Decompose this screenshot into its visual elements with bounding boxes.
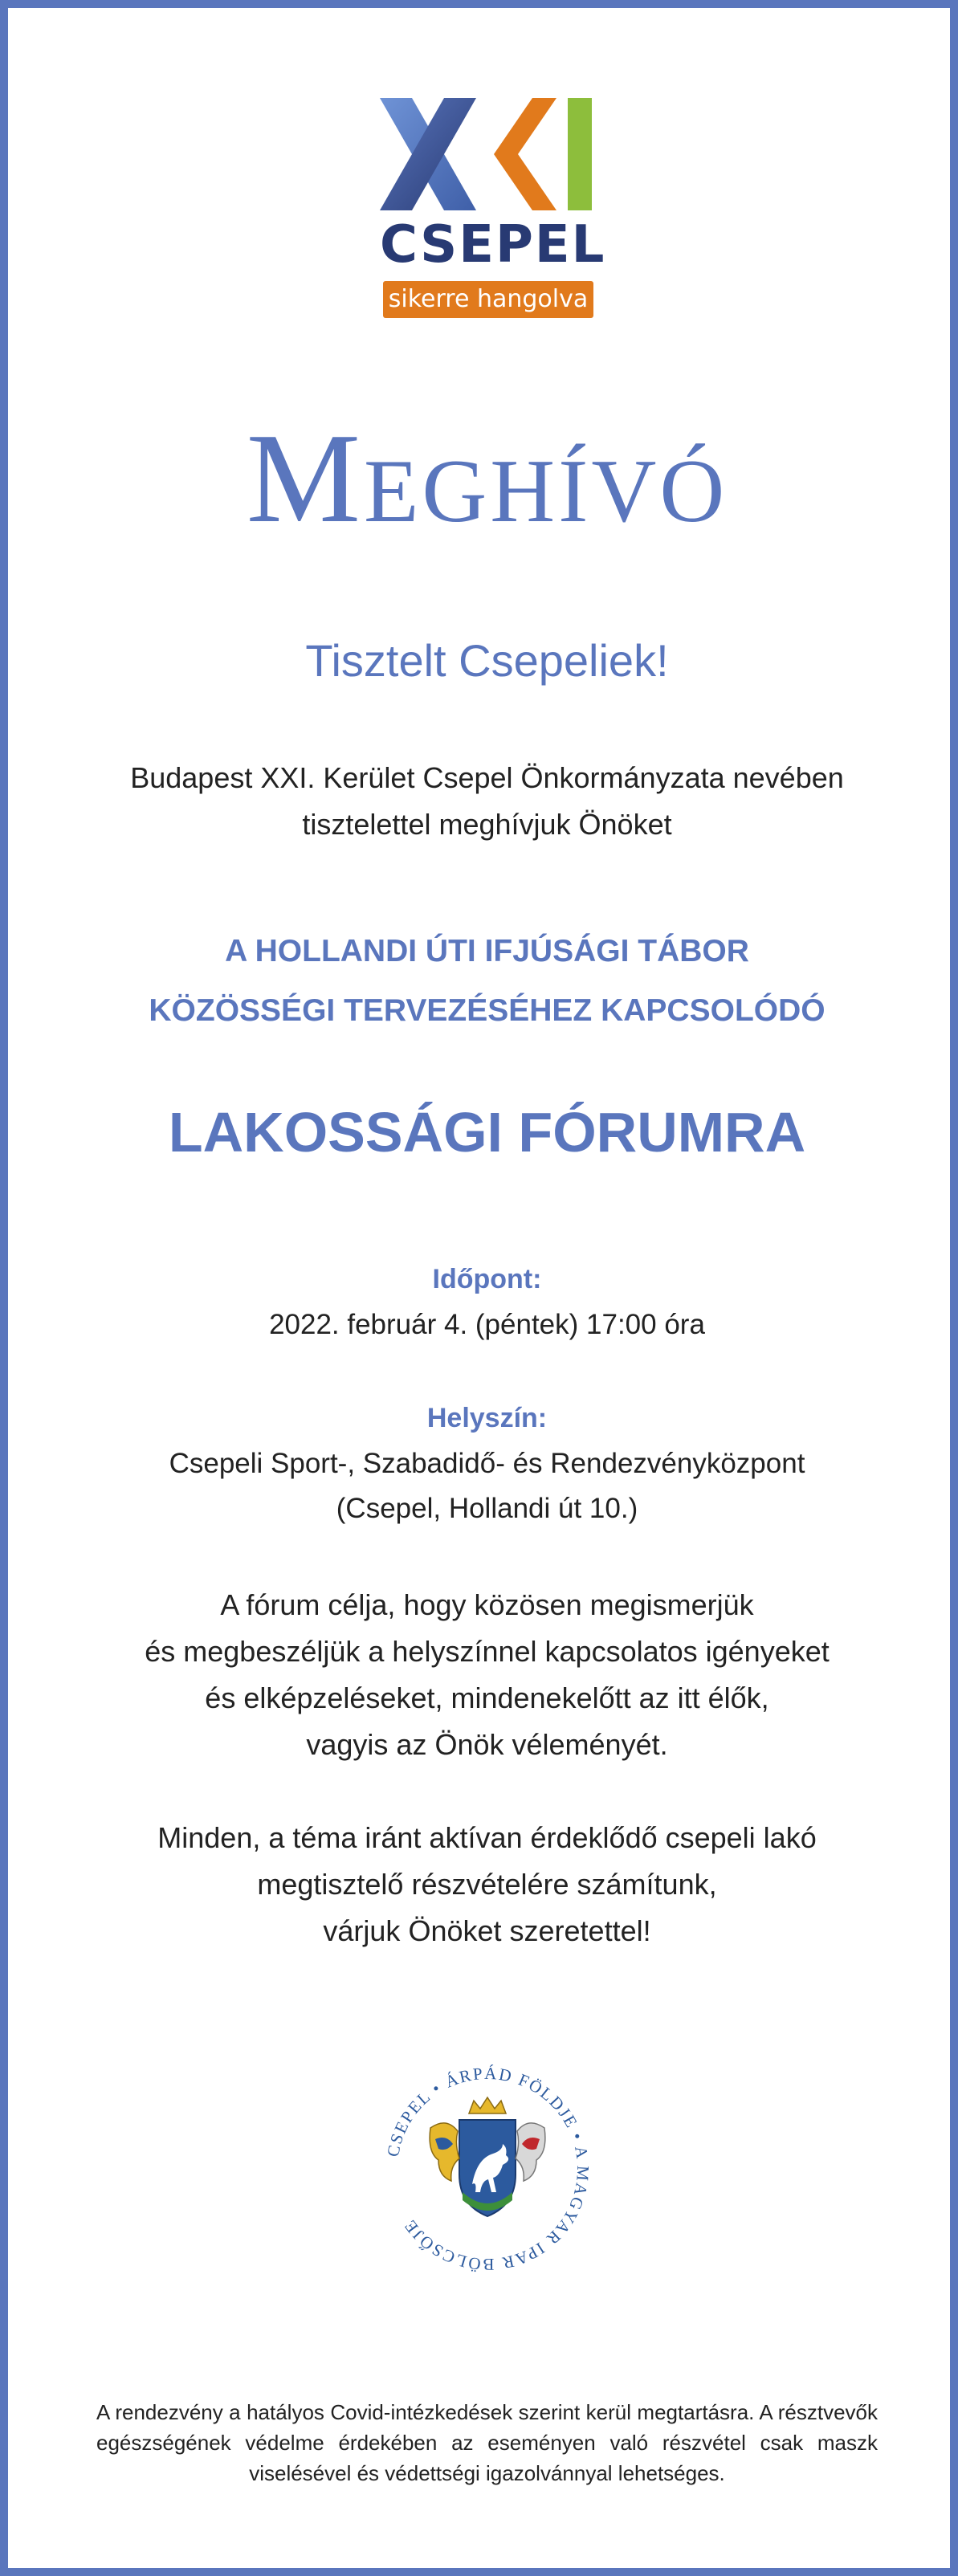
notice-text: A résztvevők egészségének védelme érdekében az eseményen való részvétel csak maszk viselésével és védettségi igazolvánnyal lehetséges. [96,2400,878,2485]
subject-line: KÖZÖSSÉGI TERVEZÉSÉHEZ KAPCSOLÓDÓ [149,993,826,1028]
csepel-logo [380,98,606,323]
place-line: Csepeli Sport-, Szabadidő- és Rendezvényközpont [169,1448,805,1479]
greeting: Tisztelt Csepeliek! [305,635,669,686]
closing-line: várjuk Önöket szeretettel! [323,1914,651,1947]
xxi-logo-mark [380,98,597,210]
purpose-line: vagyis az Önök véleményét. [306,1728,668,1761]
closing-line: Minden, a téma iránt aktívan érdeklődő csepeli lakó [157,1821,817,1854]
subject-line: A HOLLANDI ÚTI IFJÚSÁGI TÁBOR [225,934,749,968]
crest-ring-text: CSEPEL • ÁRPÁD FÖLDJE • A MAGYAR IPAR BÖLCSŐJE [382,2064,593,2274]
event-subject [8,922,958,1041]
purpose-line: és megbeszéljük a helyszínnel kapcsolatos igényeket [145,1635,830,1668]
logo-tagline: sikerre hangolva [383,281,593,318]
place-value [8,1441,958,1531]
covid-notice [96,2397,878,2488]
purpose-paragraph [8,1582,958,1768]
logo-wordmark: CSEPEL [380,215,606,275]
time-value: 2022. február 4. (péntek) 17:00 óra [269,1309,705,1340]
notice-text: A rendezvény a hatályos Covid-intézkedések szerint kerül megtartásra. [96,2400,755,2424]
purpose-line: A fórum célja, hogy közösen megismerjük [220,1588,754,1621]
intro-line: tisztelettel meghívjuk Önöket [302,808,672,841]
closing-paragraph [8,1815,958,1954]
place-line: (Csepel, Hollandi út 10.) [336,1493,638,1524]
intro-text [8,755,958,848]
place-label: Helyszín: [426,1403,548,1433]
time-label: Időpont: [432,1264,542,1294]
intro-line: Budapest XXI. Kerület Csepel Önkormányzata nevében [130,761,844,794]
purpose-line: és elképzeléseket, mindenekelőtt az itt élők, [205,1681,769,1714]
event-headline: LAKOSSÁGI FÓRUMRA [168,1101,806,1164]
closing-line: megtisztelő részvételére számítunk, [257,1868,717,1901]
csepel-coat-of-arms-emblem [382,2064,593,2274]
page-title: Meghívó [246,406,728,549]
